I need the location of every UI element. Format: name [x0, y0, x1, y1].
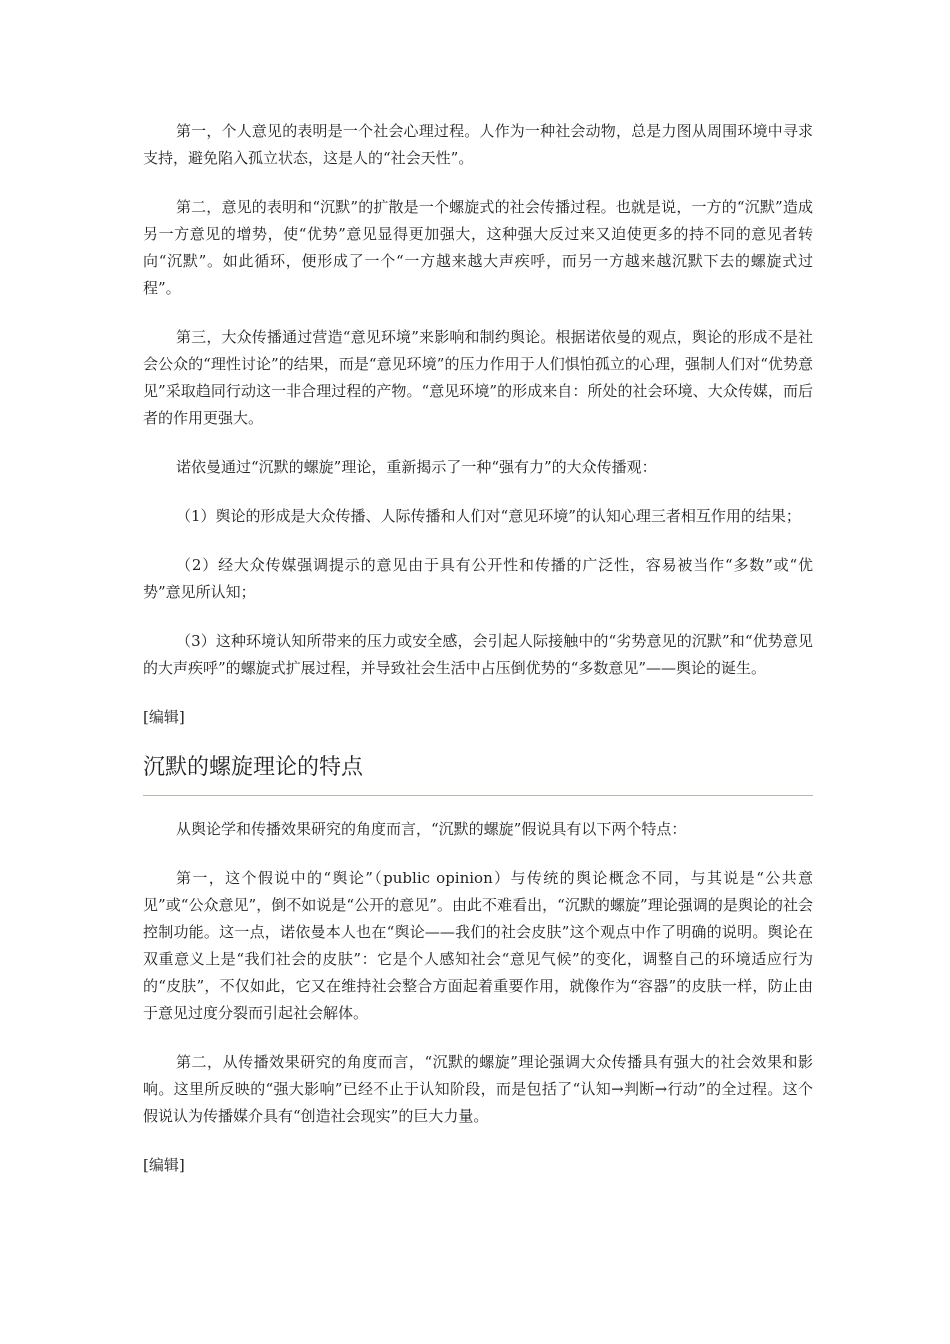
paragraph-feature-one: 第一，这个假说中的“舆论”（public opinion）与传统的舆论概念不同，与其说是“公共意见”或“公众意见”，倒不如说是“公开的意见”。由此不难看出，“沉默的螺旋”理论强调的是舆论的社会控制功能。这一点，诺依曼本人也在“舆论——我们的社会皮肤”这个观点中作了明确的说明。舆论在双重意义上是“我们社会的皮肤”：它是个人感知社会“意见气候”的变化，调整自己的环境适应行为的“皮肤”，不仅如此，它又在维持社会整合方面起着重要作用，就像作为“容器”的皮肤一样，防止由于意见过度分裂而引起社会解体。 [143, 869, 813, 1022]
list-item-3: （3）这种环境认知所带来的压力或安全感，会引起人际接触中的“劣势意见的沉默”和“优势意见的大声疾呼”的螺旋式扩展过程，并导致社会生活中占压倒优势的“多数意见”——舆论的诞生。 [143, 632, 813, 677]
list-item-2: （2）经大众传媒强调提示的意见由于具有公开性和传播的广泛性，容易被当作“多数”或“优势”意见所认知； [143, 556, 813, 601]
paragraph-first-point: 第一，个人意见的表明是一个社会心理过程。人作为一种社会动物，总是力图从周围环境中寻求支持，避免陷入孤立状态，这是人的“社会天性”。 [143, 122, 813, 167]
paragraph-second-point: 第二，意见的表明和“沉默”的扩散是一个螺旋式的社会传播过程。也就是说，一方的“沉默”造成另一方意见的增势，使“优势”意见显得更加强大，这种强大反过来又迫使更多的持不同的意见者转向“沉默”。如此循环，便形成了一个“一方越来越大声疾呼，而另一方越来越沉默下去的螺旋式过程”。 [143, 198, 813, 297]
edit-link-section2[interactable]: [编辑] [143, 1156, 185, 1174]
document-page [143, 118, 813, 1201]
paragraph-noelle-neumann-view: 诺依曼通过“沉默的螺旋”理论，重新揭示了一种“强有力”的大众传播观： [176, 458, 657, 476]
paragraph-intro-features: 从舆论学和传播效果研究的角度而言，“沉默的螺旋”假说具有以下两个特点： [176, 820, 687, 838]
paragraph-third-point: 第三，大众传播通过营造“意见环境”来影响和制约舆论。根据诺依曼的观点，舆论的形成不是社会公众的“理性讨论”的结果，而是“意见环境”的压力作用于人们惧怕孤立的心理，强制人们对“优势意见”采取趋同行动这一非合理过程的产物。“意见环境”的形成来自：所处的社会环境、大众传媒，而后者的作用更强大。 [143, 328, 813, 427]
section-divider [143, 795, 813, 796]
section-heading: 沉默的螺旋理论的特点 [143, 755, 364, 780]
edit-link-section1[interactable]: [编辑] [143, 708, 185, 726]
paragraph-feature-two: 第二，从传播效果研究的角度而言，“沉默的螺旋”理论强调大众传播具有强大的社会效果和影响。这里所反映的“强大影响”已经不止于认知阶段，而是包括了“认知→判断→行动”的全过程。这个假说认为传播媒介具有“创造社会现实”的巨大力量。 [143, 1053, 813, 1125]
list-item-1: （1）舆论的形成是大众传播、人际传播和人们对“意见环境”的认知心理三者相互作用的结果； [176, 507, 801, 525]
